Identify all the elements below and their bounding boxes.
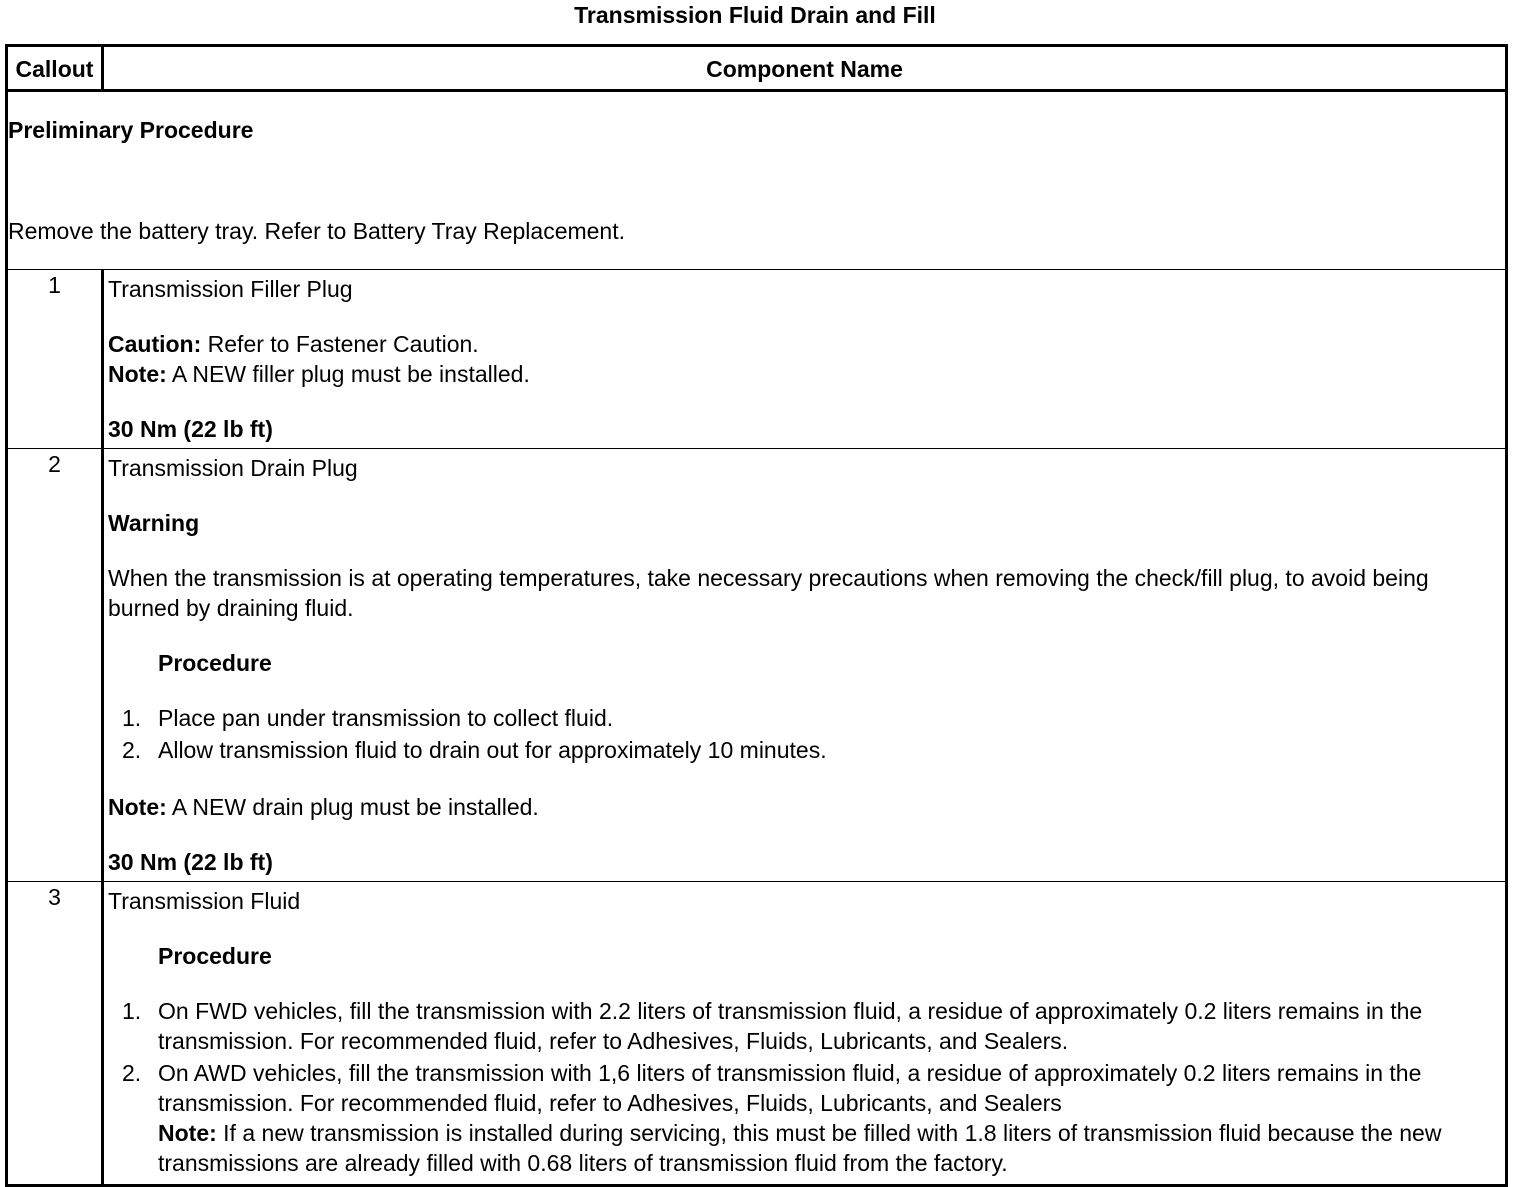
component-cell [103, 270, 1507, 449]
table-row [7, 882, 1507, 1186]
callout-number: 2 [7, 449, 103, 882]
list-item [108, 996, 1505, 1056]
list-item [108, 703, 1505, 733]
list-item [108, 735, 1505, 765]
page-title: Transmission Fluid Drain and Fill [574, 2, 936, 28]
torque-spec: 30 Nm (22 lb ft) [108, 849, 273, 875]
header-callout: Callout [7, 46, 103, 91]
caution-line [108, 329, 1505, 359]
procedure-steps [108, 996, 1505, 1178]
component-name: Transmission Filler Plug [108, 276, 353, 302]
table-row [7, 270, 1507, 449]
note-text: A NEW drain plug must be installed. [166, 794, 539, 820]
preliminary-row [7, 91, 1507, 270]
table-row [7, 449, 1507, 882]
step-text: Allow transmission fluid to drain out for approximately 10 minutes. [158, 737, 827, 763]
step-text: On AWD vehicles, fill the transmission with 1,6 liters of transmission fluid, a residue of approximately 0.2 liters remains in the transmission. For recommended fluid, refer to Adhesives, Fluids, Lubricants, and Sealers [158, 1060, 1422, 1116]
step-number: 2. [122, 1060, 142, 1086]
step-text: Place pan under transmission to collect fluid. [158, 705, 614, 731]
step-text: On FWD vehicles, fill the transmission with 2.2 liters of transmission fluid, a residue of approximately 0.2 liters remains in the transmission. For recommended fluid, refer to Adhesives, Fluids, Lubricants, and Sealers. [158, 998, 1423, 1054]
caution-label: Caution: [108, 331, 202, 357]
procedure-heading: Procedure [158, 943, 272, 969]
procedure-heading: Procedure [158, 650, 272, 676]
table-header-row [7, 46, 1507, 91]
step-number: 1. [122, 705, 142, 731]
preliminary-heading: Preliminary Procedure [8, 117, 254, 143]
warning-text: When the transmission is at operating temperatures, take necessary precautions when removing the check/fill plug, to avoid being burned by draining fluid. [108, 565, 1429, 621]
preliminary-cell [7, 91, 1507, 270]
note-label: Note: [108, 361, 167, 387]
step-number: 2. [122, 737, 142, 763]
note-text: If a new transmission is installed during servicing, this must be filled with 1.8 liters of transmission fluid because the new transmissions are already filled with 0.68 liters of transmission fluid from the factory. [158, 1120, 1442, 1176]
component-name: Transmission Drain Plug [108, 455, 358, 481]
note-line [108, 359, 1505, 389]
step-number: 1. [122, 998, 142, 1024]
warning-heading: Warning [108, 510, 200, 536]
torque-spec: 30 Nm (22 lb ft) [108, 416, 273, 442]
list-item [108, 1058, 1505, 1178]
component-name: Transmission Fluid [108, 888, 301, 914]
callout-number: 1 [7, 270, 103, 449]
caution-text: Refer to Fastener Caution. [201, 331, 479, 357]
component-cell [103, 449, 1507, 882]
header-component-name: Component Name [103, 46, 1507, 91]
procedure-steps [108, 703, 1505, 765]
note-text: A NEW filler plug must be installed. [166, 361, 530, 387]
note-label: Note: [108, 794, 167, 820]
preliminary-text: Remove the battery tray. Refer to Battery Tray Replacement. [8, 218, 626, 244]
callout-number: 3 [7, 882, 103, 1186]
note-label: Note: [158, 1120, 217, 1146]
note-line [108, 792, 1505, 822]
procedure-table [5, 44, 1508, 1187]
component-cell [103, 882, 1507, 1186]
